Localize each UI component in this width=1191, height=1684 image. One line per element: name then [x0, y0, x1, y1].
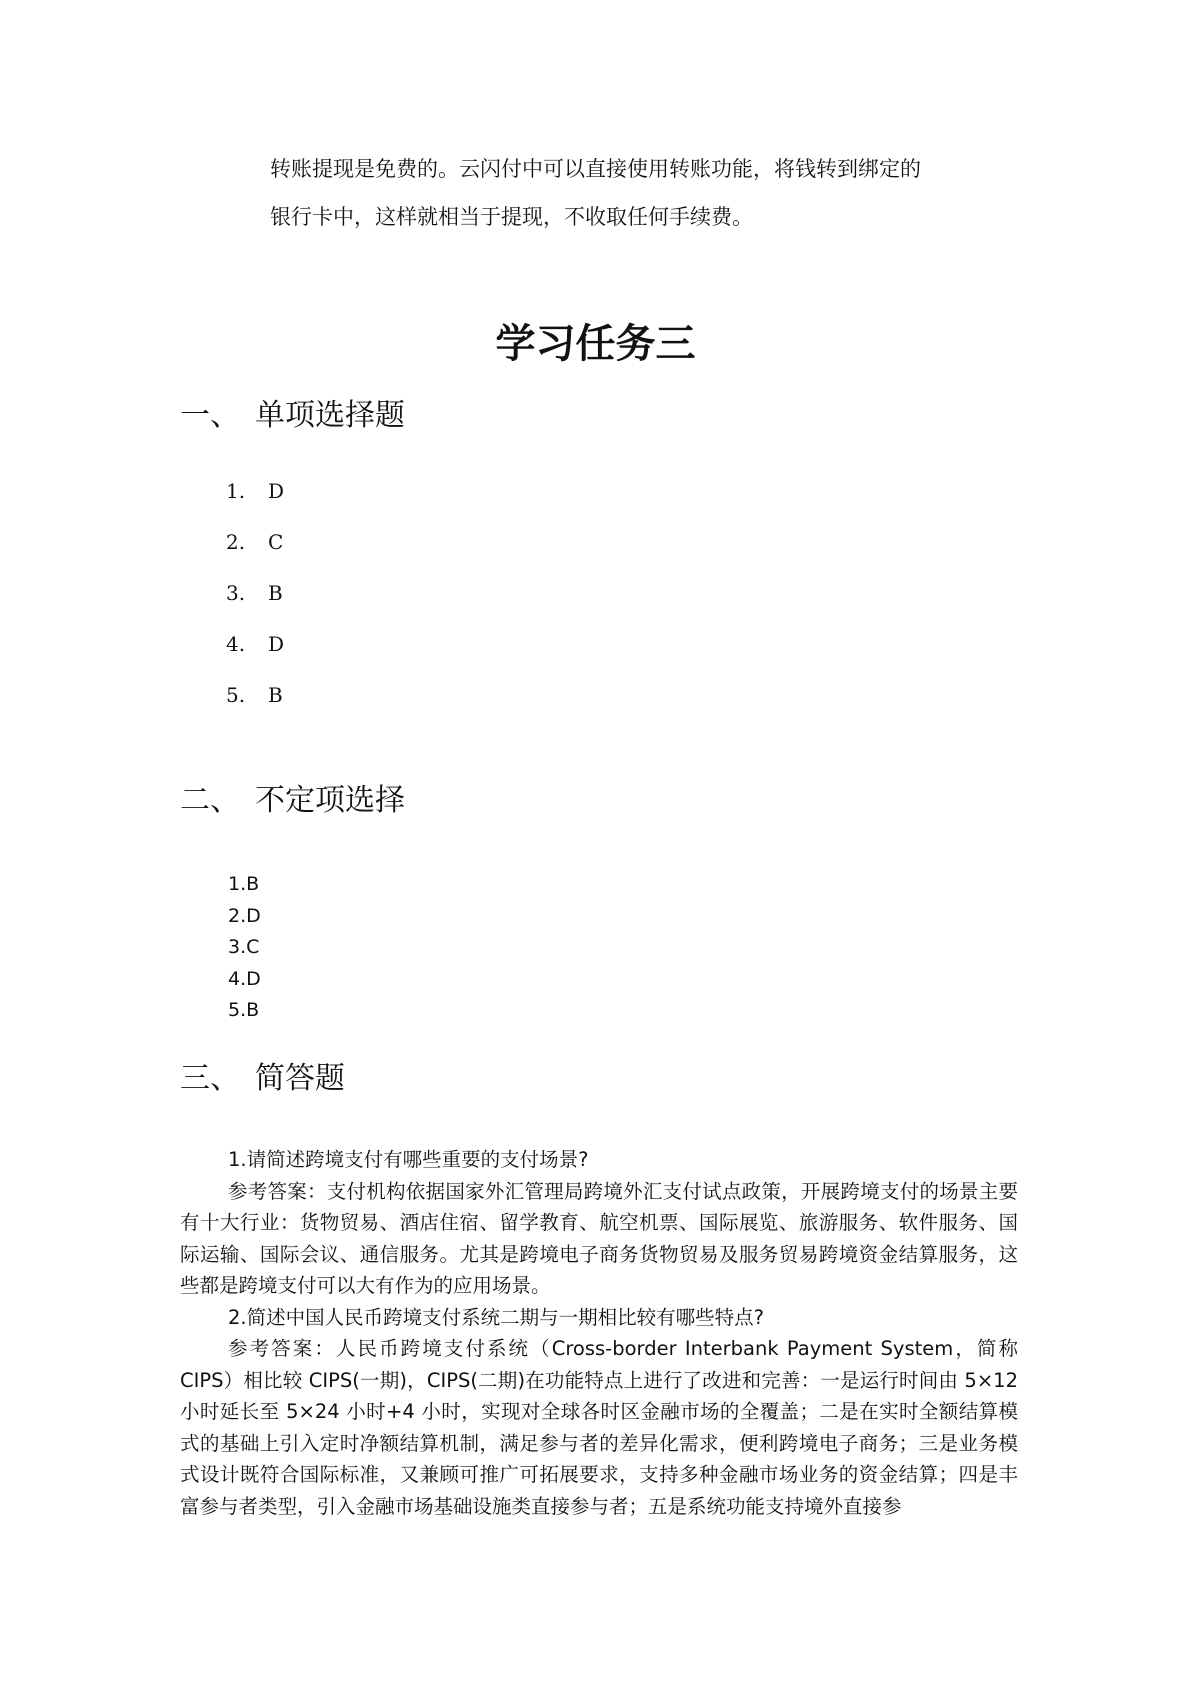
section-number: 二、: [180, 783, 240, 818]
list-item: 3.C: [228, 936, 260, 958]
section-title: 单项选择题: [255, 398, 405, 433]
page-title: 学习任务三: [495, 321, 696, 367]
section-heading-1: [180, 396, 405, 436]
section-number: 三、: [180, 1061, 240, 1096]
question-1: 1.请简述跨境支付有哪些重要的支付场景?: [228, 1148, 589, 1171]
section-title: 不定项选择: [255, 783, 405, 818]
intro-paragraph: [270, 145, 1030, 241]
section-number: 一、: [180, 398, 240, 433]
answer-1: 参考答案：支付机构依据国家外汇管理局跨境外汇支付试点政策，开展跨境支付的场景主要有十大行业：货物贸易、酒店住宿、留学教育、航空机票、国际展览、旅游服务、软件服务、国际运输、国际会议、通信服务。尤其是跨境电子商务货物贸易及服务贸易跨境资金结算服务，这些都是跨境支付可以大有作为的应用场景。: [180, 1179, 1018, 1297]
section-title: 简答题: [255, 1061, 345, 1096]
short-answer-block: [180, 1144, 1018, 1522]
list-item: 1. D: [226, 479, 285, 503]
multi-choice-answers: [228, 869, 261, 1027]
section-heading-2: [180, 781, 405, 821]
section-heading-3: [180, 1059, 345, 1099]
question-2: 2.简述中国人民币跨境支付系统二期与一期相比较有哪些特点?: [228, 1305, 764, 1329]
answer-2: 参考答案：人民币跨境支付系统（Cross-border Interbank Payment System，简称 CIPS）相比较 CIPS(一期)，CIPS(二期)在功能特点上进行了改进和完善：一是运行时间由 5×12 小时延长至 5×24 小时+4 小时，实现对全球各时区金融市场的全覆盖；二是在实时全额结算模式的基础上引入定时净额结算机制，满足参与者的差异化需求，便利跨境电子商务；三是业务模式设计既符合国际标准，又兼顾可推广可拓展要求，支持多种金融市场业务的资金结算；四是丰富参与者类型，引入金融市场基础设施类直接参与者；五是系统功能支持境外直接参: [180, 1337, 1018, 1518]
list-item: 5. B: [226, 683, 283, 707]
list-item: 5.B: [228, 999, 260, 1021]
list-item: 1.B: [228, 873, 260, 895]
list-item: 4.D: [228, 967, 261, 990]
intro-line-1: 转账提现是免费的。云闪付中可以直接使用转账功能，将钱转到绑定的: [270, 157, 921, 181]
list-item: 2.D: [228, 904, 261, 927]
list-item: 2. C: [226, 530, 284, 554]
list-item: 3. B: [226, 581, 283, 605]
list-item: 4. D: [226, 632, 285, 656]
single-choice-answers: [226, 475, 284, 730]
intro-line-2: 银行卡中，这样就相当于提现，不收取任何手续费。: [270, 205, 753, 229]
